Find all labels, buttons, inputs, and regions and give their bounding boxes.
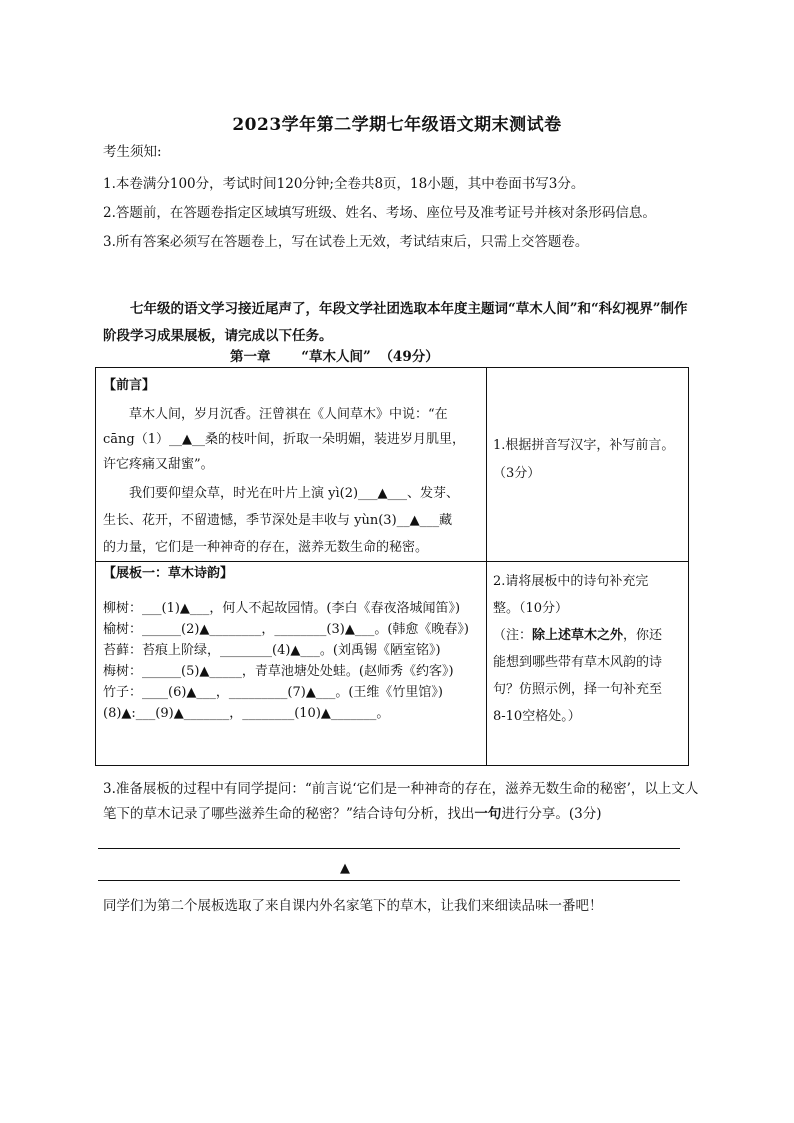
preface-line-1: 草木人间，岁月沉香。汪曾祺在《人间草木》中说：“在: [129, 407, 448, 422]
question-2-cell: [493, 568, 687, 730]
chapter-name: “草木人间”: [301, 349, 371, 365]
answer-line-2: [98, 880, 680, 881]
page-title: 2023学年第二学期七年级语文期末测试卷: [232, 115, 562, 135]
intro-paragraph: 七年级的语文学习接近尾声了，年段文学社团选取本年度主题词“草木人间”和“科幻视界”制作阶段学习成果展板，请完成以下任务。: [103, 301, 688, 344]
closing-text: 同学们为第二个展板选取了来自课内外名家笔下的草木，让我们来细读品味一番吧！: [103, 898, 603, 914]
preface-heading: 【前言】: [103, 378, 156, 393]
chapter-points: （49分）: [379, 349, 439, 365]
question-2-note-prefix: （注：: [493, 628, 533, 643]
answer-line-1: [98, 848, 680, 849]
poem-line-bamboo: 竹子：____(6)▲___，_________(7)▲___。(王维《竹里馆》): [103, 685, 443, 700]
preface-line-4: 我们要仰望众草，时光在叶片上演 yì(2)___▲___、发芽、: [129, 486, 460, 501]
chapter-heading: [230, 345, 465, 365]
poem-line-elm: 榆树：______(2)▲________，________(3)▲___。(韩愈《晚春》): [103, 622, 469, 637]
question-2-line-1: 2.请将展板中的诗句补充完: [493, 574, 649, 589]
question-3-part-1: 3.准备展板的过程中有同学提问：“前言说‘它们是一种神奇的存在，滋养无数生命的秘密’，以上文人笔下的草木记录了哪些滋养生命的秘密？”结合诗句分析，找出: [103, 781, 699, 822]
question-2-note: [493, 622, 687, 649]
question-1-text: 1.根据拼音写汉字，补写前言。: [493, 438, 675, 453]
preface-line-3: 许它疼痛又甜蜜”。: [103, 457, 214, 472]
question-3-emphasis: 一句: [474, 806, 502, 822]
answer-mark: ▲: [340, 861, 350, 876]
table-divider-horizontal: [95, 561, 689, 562]
question-1-cell: [493, 432, 685, 488]
notice-item-2: 2.答题前，在答题卷指定区域填写班级、姓名、考场、座位号及准考证号并核对条形码信息。: [103, 205, 656, 221]
poem-line-willow: 柳树：___(1)▲___，何人不起故园情。(李白《春夜洛城闻笛》): [103, 601, 461, 616]
question-2-note-line-2: 能想到哪些带有草木风韵的诗: [493, 655, 663, 670]
question-3-text: [103, 777, 703, 827]
poem-line-moss: 苔藓：苔痕上阶绿，________(4)▲___。(刘禹锡《陋室铭》): [103, 643, 441, 658]
preface-line-2: cāng（1）__▲__桑的枝叶间，折取一朵明媚，装进岁月肌里，: [103, 432, 465, 447]
question-3-part-2: 进行分享。(3分): [501, 806, 602, 822]
poem-line-custom: (8)▲:___(9)▲_______，________(10)▲_______。: [103, 706, 390, 721]
notice-item-3: 3.所有答案必须写在答题卷上，写在试卷上无效，考试结束后，只需上交答题卷。: [103, 234, 589, 250]
board-1-heading: 【展板一：草木诗韵】: [103, 566, 234, 581]
notice-item-1: 1.本卷满分100分，考试时间120分钟;全卷共8页，18小题，其中卷面书写3分。: [103, 176, 585, 192]
question-2-note-rest: ，你还: [623, 628, 663, 643]
question-2-line-2: 整。（10分）: [493, 601, 569, 616]
preface-line-5: 生长、花开，不留遗憾，季节深处是丰收与 yùn(3)__▲___藏: [103, 513, 453, 528]
question-2-note-line-4: 8-10空格处。）: [493, 709, 581, 724]
notice-heading: 考生须知:: [103, 144, 162, 160]
question-1-points: （3分）: [493, 466, 541, 481]
table-divider-vertical: [486, 367, 487, 766]
question-2-note-emphasis: 除上述草木之外: [532, 628, 624, 643]
chapter-label: 第一章: [230, 349, 271, 365]
preface-cell: [103, 376, 483, 561]
preface-line-6: 的力量，它们是一种神奇的存在，滋养无数生命的秘密。: [103, 540, 429, 555]
poem-line-plum: 梅树：______(5)▲_____，青草池塘处处蛙。(赵师秀《约客》): [103, 664, 454, 679]
question-2-note-line-3: 句？仿照示例，择一句补充至: [493, 682, 663, 697]
board-1-cell: [103, 564, 485, 724]
